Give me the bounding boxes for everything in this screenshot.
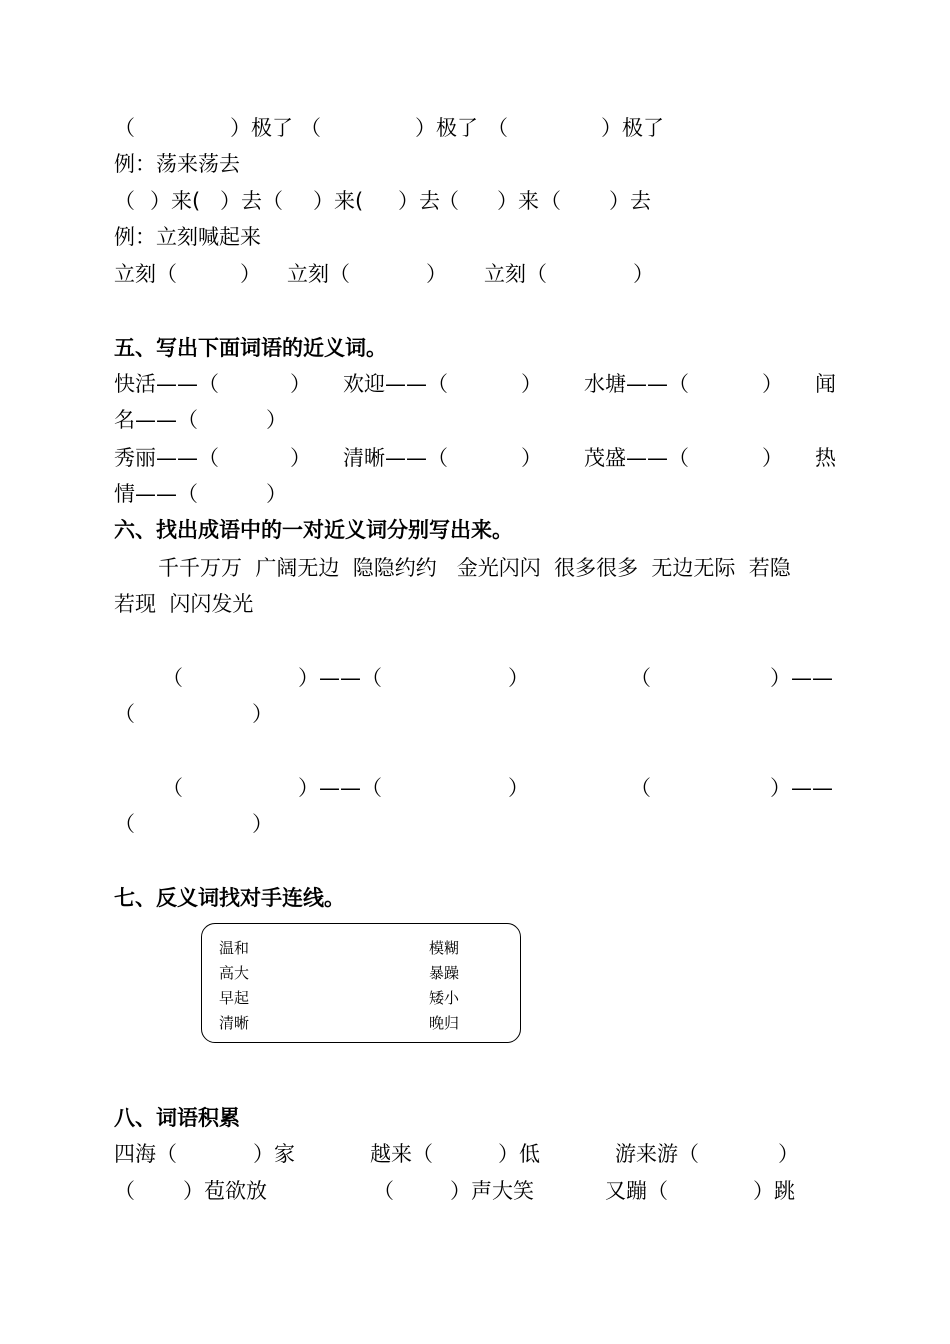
phrase-text: ）低 — [498, 1142, 540, 1166]
word-prompt: 水塘——（ — [584, 372, 689, 396]
paren-text: 立刻（ — [114, 262, 177, 286]
word-prompt: 热 — [815, 446, 836, 470]
paren-text: ）来( — [150, 189, 201, 213]
section-title: 七、反义词找对手连线。 — [114, 886, 345, 910]
paren-close: ） — [508, 776, 529, 800]
phrase-text: 四海（ — [114, 1142, 177, 1166]
word-prompt: 秀丽——（ — [114, 446, 219, 470]
word-prompt: 清晰——（ — [343, 446, 448, 470]
paren-close: ） — [252, 812, 273, 836]
paren-close-text: ）来 — [497, 189, 539, 213]
phrase-text: 游来游（ — [615, 1142, 699, 1166]
paren-close: ） — [266, 482, 287, 506]
paren-close: ） — [426, 262, 447, 286]
phrase-text: ）苞欲放 — [183, 1179, 267, 1203]
paren-open: （ — [114, 116, 135, 140]
section-title: 八、词语积累 — [114, 1106, 240, 1130]
paren-close: ） — [290, 372, 311, 396]
paren-open: （ — [162, 666, 183, 690]
phrase-text: ）声大笑 — [450, 1179, 534, 1203]
paren-close: ） — [633, 262, 654, 286]
paren-close-text: ）极了 — [230, 116, 293, 140]
phrase-text: ）家 — [253, 1142, 295, 1166]
paren-text: 立刻（ — [484, 262, 547, 286]
example-text: 例：立刻喊起来 — [114, 225, 261, 249]
paren-open: （ — [630, 666, 651, 690]
paren-text: ）来( — [313, 189, 364, 213]
paren-close: ） — [508, 666, 529, 690]
match-left-word[interactable]: 温和 — [219, 939, 250, 957]
paren-open: （ — [262, 189, 283, 213]
paren-pair: ）——（ — [298, 666, 382, 690]
paren-close: ） — [290, 446, 311, 470]
paren-open: （ — [114, 702, 135, 726]
word-prompt: 情——（ — [114, 482, 198, 506]
paren-close: ） — [521, 372, 542, 396]
example-text: 例：荡来荡去 — [114, 152, 240, 176]
paren-close: ） — [762, 446, 783, 470]
paren-text: 立刻（ — [287, 262, 350, 286]
paren-pair: ）—— — [770, 776, 833, 800]
match-right-word[interactable]: 暴躁 — [429, 964, 460, 982]
idiom-list: 千千万万 广阔无边 隐隐约约 金光闪闪 很多很多 无边无际 若隐 — [158, 556, 791, 580]
paren-close-text: ）极了 — [415, 116, 478, 140]
phrase-text: ） — [778, 1142, 799, 1166]
phrase-text: 又蹦（ — [605, 1179, 668, 1203]
phrase-text: 越来（ — [370, 1142, 433, 1166]
section-title: 六、找出成语中的一对近义词分别写出来。 — [114, 518, 513, 542]
paren-close: ） — [252, 702, 273, 726]
phrase-text: （ — [373, 1179, 394, 1203]
paren-open: （ — [630, 776, 651, 800]
paren-close-text: ）极了 — [601, 116, 664, 140]
match-right-word[interactable]: 模糊 — [429, 939, 460, 957]
section-title: 五、写出下面词语的近义词。 — [114, 336, 387, 360]
paren-open: （ — [162, 776, 183, 800]
paren-open: （ — [114, 812, 135, 836]
paren-open: （ — [540, 189, 561, 213]
match-right-word[interactable]: 晚归 — [429, 1014, 460, 1032]
paren-open: （ — [438, 189, 459, 213]
phrase-text: ）跳 — [753, 1179, 795, 1203]
paren-close: ） — [240, 262, 261, 286]
match-left-word[interactable]: 清晰 — [219, 1014, 250, 1032]
paren-pair: ）——（ — [298, 776, 382, 800]
phrase-text: （ — [114, 1179, 135, 1203]
paren-close: ） — [521, 446, 542, 470]
paren-close-text: ）去 — [220, 189, 262, 213]
word-prompt: 闻 — [815, 372, 836, 396]
paren-open: （ — [487, 116, 508, 140]
word-prompt: 茂盛——（ — [584, 446, 689, 470]
word-prompt: 欢迎——（ — [343, 372, 448, 396]
match-right-word[interactable]: 矮小 — [429, 989, 460, 1007]
paren-open: （ — [114, 189, 135, 213]
paren-close: ） — [762, 372, 783, 396]
word-prompt: 快活——（ — [114, 372, 219, 396]
paren-pair: ）—— — [770, 666, 833, 690]
paren-open: （ — [300, 116, 321, 140]
paren-close-text: ）去 — [609, 189, 651, 213]
word-prompt: 名——（ — [114, 408, 198, 432]
match-left-word[interactable]: 高大 — [219, 964, 250, 982]
match-left-word[interactable]: 早起 — [219, 989, 250, 1007]
idiom-list: 若现 闪闪发光 — [114, 592, 254, 616]
paren-close-text: ）去 — [398, 189, 440, 213]
paren-close: ） — [266, 408, 287, 432]
